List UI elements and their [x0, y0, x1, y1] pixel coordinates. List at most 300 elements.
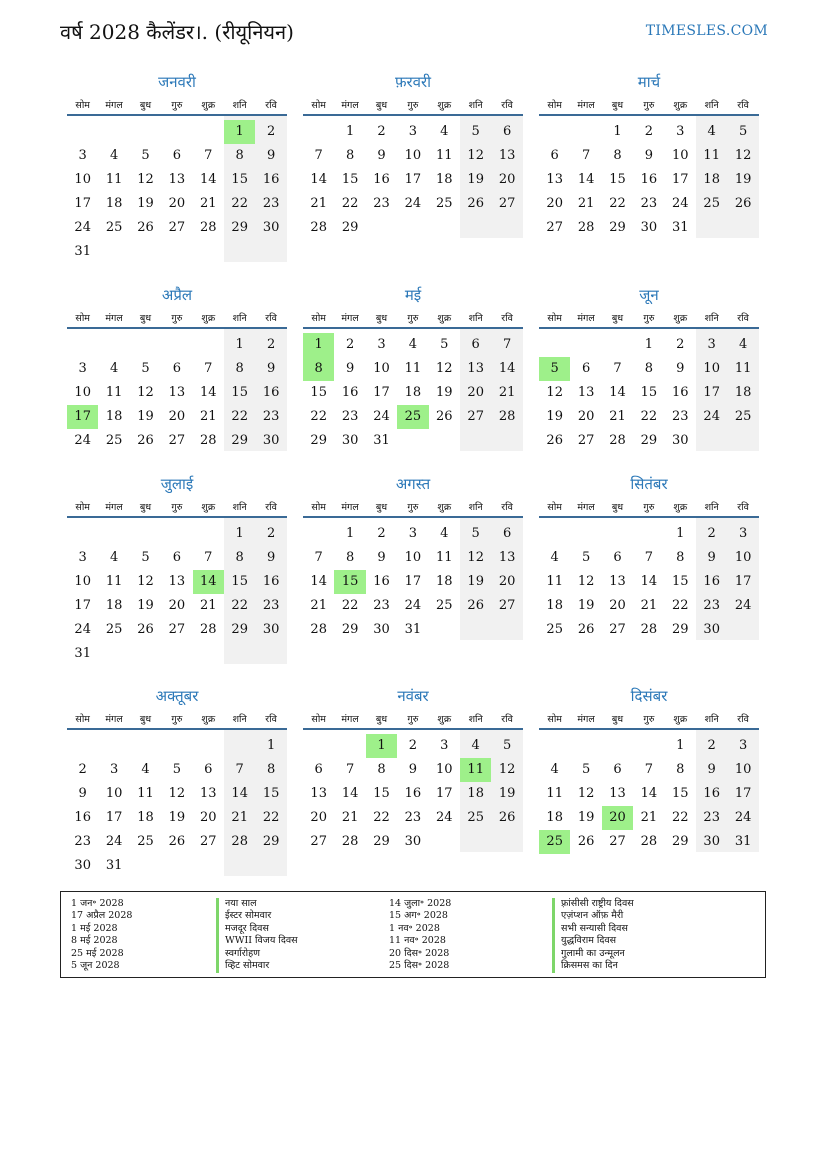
weekday-header: सोम [547, 313, 562, 324]
day-cell: 20 [609, 598, 626, 613]
day-cell: 16 [341, 385, 359, 400]
day-cell: 28 [640, 622, 658, 637]
day-cell: 14 [310, 172, 327, 187]
weekday-header: बुध [375, 100, 388, 111]
day-cell: 30 [404, 834, 422, 849]
day-cell: 21 [640, 810, 658, 825]
day-cell: 7 [345, 762, 355, 777]
day-cell: 7 [644, 762, 654, 777]
holiday-name: युद्धविराम दिवस [561, 935, 617, 947]
weekday-header: शनि [232, 313, 247, 324]
day-cell: 4 [440, 124, 449, 139]
day-cell: 21 [200, 598, 217, 613]
day-cell: 11 [105, 385, 123, 400]
day-cell: 15 [231, 574, 248, 589]
day-cell: 7 [204, 361, 213, 376]
day-cell: 3 [707, 337, 716, 352]
holiday-day-cell: 14 [193, 570, 224, 594]
day-cell: 18 [105, 196, 123, 211]
day-cell: 6 [172, 148, 182, 163]
day-cell: 13 [577, 385, 595, 400]
day-cell: 6 [172, 550, 182, 565]
day-cell: 5 [471, 124, 480, 139]
day-cell: 18 [105, 598, 123, 613]
weekday-header: मंगल [105, 714, 123, 725]
day-cell: 31 [74, 244, 91, 259]
day-cell: 20 [577, 409, 595, 424]
weekday-header: गुरु [643, 714, 655, 725]
day-cell: 29 [672, 622, 689, 637]
day-cell: 10 [734, 550, 752, 565]
day-cell: 7 [644, 550, 654, 565]
holiday-marker-bar [216, 898, 219, 973]
day-cell: 6 [613, 762, 622, 777]
holiday-date: 1 नव॰ 2028 [389, 922, 440, 934]
day-cell: 8 [345, 550, 355, 565]
holiday-name: फ़्रांसीसी राष्ट्रीय दिवस [561, 898, 634, 909]
day-cell: 30 [373, 622, 390, 637]
month-title: अप्रैल [161, 286, 193, 304]
holiday-date: 17 अप्रैल 2028 [71, 910, 133, 922]
day-cell: 28 [577, 220, 595, 235]
weekday-header: मंगल [105, 313, 123, 324]
day-cell: 30 [341, 433, 359, 448]
day-cell: 9 [78, 786, 87, 801]
day-cell: 15 [672, 786, 689, 801]
day-cell: 18 [436, 172, 453, 187]
day-cell: 16 [262, 574, 280, 589]
day-cell: 20 [168, 409, 186, 424]
day-cell: 26 [137, 433, 154, 448]
day-cell: 19 [168, 810, 186, 825]
day-cell: 14 [341, 786, 359, 801]
day-cell: 25 [703, 196, 720, 211]
weekday-header: शुक्र [437, 313, 452, 324]
weekday-header: मंगल [341, 502, 359, 513]
weekday-header: बुध [139, 313, 152, 324]
day-cell: 14 [310, 574, 327, 589]
day-cell: 10 [74, 385, 91, 400]
day-cell: 11 [404, 361, 422, 376]
day-cell: 18 [404, 385, 422, 400]
month-title: दिसंबर [630, 687, 668, 705]
day-cell: 3 [377, 337, 386, 352]
holiday-date: 20 दिस॰ 2028 [389, 947, 450, 959]
day-cell: 27 [577, 433, 595, 448]
day-cell: 5 [738, 124, 748, 139]
day-cell: 1 [235, 337, 244, 352]
day-cell: 21 [310, 196, 327, 211]
day-cell: 15 [672, 574, 689, 589]
day-cell: 22 [231, 196, 248, 211]
day-cell: 28 [310, 622, 327, 637]
day-cell: 24 [672, 196, 689, 211]
holiday-name: व्हिट सोमवार [225, 960, 270, 972]
day-cell: 15 [609, 172, 626, 187]
day-cell: 26 [498, 810, 516, 825]
day-cell: 23 [262, 409, 280, 424]
day-cell: 29 [609, 220, 626, 235]
day-cell: 17 [373, 385, 390, 400]
day-cell: 30 [74, 858, 91, 873]
day-cell: 29 [231, 220, 248, 235]
weekday-header: सोम [75, 100, 90, 111]
month-title: फ़रवरी [394, 73, 432, 91]
day-cell: 16 [703, 574, 720, 589]
day-cell: 3 [408, 124, 418, 139]
day-cell: 12 [436, 361, 453, 376]
day-cell: 27 [168, 433, 186, 448]
day-cell: 9 [377, 550, 386, 565]
day-cell: 19 [577, 598, 595, 613]
day-cell: 9 [676, 361, 685, 376]
day-cell: 14 [577, 172, 595, 187]
day-cell: 6 [314, 762, 323, 777]
day-cell: 26 [577, 834, 595, 849]
day-cell: 20 [546, 196, 563, 211]
day-cell: 31 [672, 220, 689, 235]
day-cell: 12 [168, 786, 186, 801]
day-cell: 13 [498, 148, 516, 163]
day-cell: 12 [734, 148, 752, 163]
day-cell: 11 [137, 786, 154, 801]
day-cell: 12 [577, 786, 595, 801]
day-cell: 10 [734, 762, 752, 777]
day-cell: 13 [200, 786, 217, 801]
day-cell: 23 [74, 834, 91, 849]
holiday-day-cell: 1 [366, 734, 397, 758]
weekday-header: सोम [311, 502, 326, 513]
day-cell: 17 [105, 810, 123, 825]
day-cell: 2 [266, 526, 276, 541]
day-cell: 24 [373, 409, 390, 424]
weekday-header: सोम [547, 714, 562, 725]
day-cell: 1 [235, 526, 244, 541]
day-cell: 18 [734, 385, 752, 400]
day-cell: 20 [498, 574, 516, 589]
day-cell: 31 [74, 646, 91, 661]
holiday-name: मजदूर दिवस [225, 922, 269, 934]
day-cell: 8 [235, 550, 244, 565]
holiday-date: 5 जून 2028 [71, 960, 120, 972]
day-cell: 12 [498, 762, 516, 777]
day-cell: 2 [676, 337, 685, 352]
month-title: अगस्त [395, 475, 431, 493]
day-cell: 30 [703, 622, 720, 637]
day-cell: 8 [377, 762, 386, 777]
weekday-header: शनि [232, 100, 247, 111]
holiday-names-column-1 [225, 898, 298, 972]
day-cell: 13 [609, 786, 626, 801]
holiday-day-cell: 20 [602, 806, 633, 830]
month-title: सितंबर [630, 475, 668, 493]
weekday-header: सोम [75, 313, 90, 324]
day-cell: 3 [440, 738, 449, 753]
weekday-header: मंगल [341, 714, 359, 725]
holiday-date: 8 मई 2028 [71, 935, 118, 947]
day-cell: 7 [502, 337, 512, 352]
day-cell: 10 [74, 172, 91, 187]
holiday-date: 14 जुला॰ 2028 [389, 898, 452, 909]
day-cell: 3 [109, 762, 119, 777]
day-cell: 19 [546, 409, 563, 424]
day-cell: 1 [644, 337, 654, 352]
day-cell: 15 [231, 385, 248, 400]
day-cell: 10 [74, 574, 91, 589]
day-cell: 25 [105, 622, 123, 637]
day-cell: 10 [404, 148, 422, 163]
holiday-names-column-2 [561, 898, 634, 972]
day-cell: 20 [168, 598, 186, 613]
day-cell: 25 [137, 834, 154, 849]
day-cell: 6 [613, 550, 622, 565]
day-cell: 23 [640, 196, 658, 211]
day-cell: 1 [345, 526, 355, 541]
day-cell: 8 [345, 148, 355, 163]
day-cell: 4 [109, 361, 119, 376]
day-cell: 4 [109, 550, 119, 565]
day-cell: 21 [200, 409, 217, 424]
day-cell: 30 [672, 433, 689, 448]
day-cell: 14 [231, 786, 248, 801]
day-cell: 8 [676, 762, 685, 777]
day-cell: 18 [467, 786, 484, 801]
day-cell: 19 [137, 196, 154, 211]
weekday-header: बुध [139, 502, 152, 513]
day-cell: 16 [640, 172, 658, 187]
day-cell: 6 [502, 526, 512, 541]
day-cell: 9 [707, 550, 716, 565]
day-cell: 5 [141, 550, 150, 565]
day-cell: 15 [640, 385, 658, 400]
day-cell: 8 [676, 550, 685, 565]
day-cell: 16 [672, 385, 689, 400]
day-cell: 24 [404, 598, 422, 613]
day-cell: 29 [262, 834, 280, 849]
holiday-name: नया साल [225, 898, 257, 909]
weekday-header: बुध [139, 714, 152, 725]
weekday-header: सोम [311, 313, 326, 324]
weekday-header: शुक्र [201, 313, 216, 324]
day-cell: 23 [373, 196, 390, 211]
day-cell: 24 [105, 834, 123, 849]
day-cell: 27 [168, 220, 186, 235]
day-cell: 27 [609, 834, 626, 849]
weekday-header: सोम [547, 502, 562, 513]
weekday-header: शुक्र [673, 714, 688, 725]
weekday-header: रवि [737, 714, 749, 725]
day-cell: 6 [204, 762, 213, 777]
day-cell: 2 [408, 738, 418, 753]
day-cell: 13 [310, 786, 327, 801]
holiday-name: ईस्टर सोमवार [225, 910, 272, 922]
day-cell: 20 [310, 810, 327, 825]
day-cell: 9 [377, 148, 386, 163]
day-cell: 27 [467, 409, 484, 424]
day-cell: 12 [546, 385, 563, 400]
day-cell: 23 [373, 598, 390, 613]
day-cell: 22 [341, 196, 359, 211]
day-cell: 13 [546, 172, 563, 187]
day-cell: 16 [703, 786, 720, 801]
day-cell: 2 [707, 738, 716, 753]
day-cell: 11 [546, 786, 563, 801]
weekday-header: गुरु [643, 502, 655, 513]
day-cell: 5 [502, 738, 512, 753]
weekday-header: शुक्र [673, 100, 688, 111]
day-cell: 21 [640, 598, 658, 613]
day-cell: 24 [74, 220, 91, 235]
day-cell: 11 [436, 148, 453, 163]
day-cell: 3 [408, 526, 418, 541]
weekday-header: रवि [737, 502, 749, 513]
weekday-header: गुरु [407, 502, 419, 513]
month-title: जनवरी [158, 73, 196, 91]
weekday-header: शनि [468, 714, 483, 725]
day-cell: 10 [672, 148, 689, 163]
brand-link[interactable]: TIMESLES.COM [645, 23, 768, 39]
day-cell: 18 [105, 409, 123, 424]
day-cell: 27 [609, 622, 626, 637]
day-cell: 12 [137, 172, 154, 187]
weekday-header: शनि [704, 100, 719, 111]
day-cell: 10 [105, 786, 123, 801]
day-cell: 18 [137, 810, 154, 825]
day-cell: 17 [74, 196, 91, 211]
day-cell: 4 [738, 337, 748, 352]
day-cell: 29 [231, 622, 248, 637]
weekday-header: रवि [501, 100, 513, 111]
day-cell: 11 [546, 574, 563, 589]
day-cell: 27 [498, 196, 516, 211]
day-cell: 26 [168, 834, 186, 849]
day-cell: 22 [262, 810, 280, 825]
day-cell: 8 [235, 361, 244, 376]
day-cell: 11 [105, 172, 123, 187]
weekday-header: शुक्र [437, 714, 452, 725]
holiday-name: क्रिसमस का दिन [561, 960, 618, 972]
day-cell: 27 [310, 834, 327, 849]
day-cell: 18 [546, 598, 563, 613]
day-cell: 5 [141, 148, 150, 163]
day-cell: 19 [734, 172, 752, 187]
weekday-header: बुध [375, 502, 388, 513]
holiday-date: 25 दिस॰ 2028 [389, 960, 450, 972]
day-cell: 25 [546, 622, 563, 637]
day-cell: 22 [310, 409, 327, 424]
day-cell: 7 [613, 361, 622, 376]
month-title: नवंबर [397, 687, 429, 705]
day-cell: 8 [266, 762, 276, 777]
day-cell: 4 [550, 762, 559, 777]
day-cell: 28 [200, 433, 217, 448]
day-cell: 16 [373, 574, 390, 589]
day-cell: 2 [377, 124, 386, 139]
day-cell: 23 [341, 409, 359, 424]
day-cell: 14 [609, 385, 626, 400]
weekday-header: शनि [232, 714, 247, 725]
holiday-day-cell: 8 [303, 357, 334, 381]
day-cell: 20 [498, 172, 516, 187]
day-cell: 11 [734, 361, 752, 376]
day-cell: 17 [74, 598, 91, 613]
weekday-header: गुरु [643, 100, 655, 111]
day-cell: 25 [436, 196, 453, 211]
day-cell: 11 [105, 574, 123, 589]
day-cell: 17 [404, 574, 422, 589]
month-title: अक्तूबर [155, 687, 199, 705]
day-cell: 4 [109, 148, 119, 163]
day-cell: 11 [703, 148, 720, 163]
day-cell: 2 [707, 526, 716, 541]
holiday-day-cell: 25 [397, 405, 428, 429]
weekday-header: गुरु [643, 313, 655, 324]
holiday-dates-column-2 [389, 898, 451, 972]
day-cell: 24 [436, 810, 453, 825]
day-cell: 31 [373, 433, 390, 448]
day-cell: 14 [200, 172, 217, 187]
holiday-name: WWII विजय दिवस [225, 935, 298, 947]
day-cell: 16 [74, 810, 91, 825]
day-cell: 17 [436, 786, 453, 801]
day-cell: 19 [436, 385, 453, 400]
day-cell: 7 [314, 550, 323, 565]
holidays-legend [60, 891, 766, 978]
day-cell: 25 [105, 220, 123, 235]
day-cell: 19 [137, 409, 154, 424]
weekday-header: बुध [611, 502, 624, 513]
day-cell: 28 [498, 409, 516, 424]
day-cell: 1 [613, 124, 622, 139]
day-cell: 30 [262, 220, 280, 235]
weekday-header: रवि [265, 313, 277, 324]
day-cell: 22 [231, 598, 248, 613]
holiday-date: 25 मई 2028 [71, 947, 124, 959]
day-cell: 9 [408, 762, 418, 777]
day-cell: 2 [345, 337, 355, 352]
day-cell: 25 [436, 598, 453, 613]
day-cell: 29 [231, 433, 248, 448]
day-cell: 6 [172, 361, 182, 376]
month-title: मई [404, 286, 422, 304]
weekday-header: रवि [737, 313, 749, 324]
day-cell: 31 [105, 858, 123, 873]
day-cell: 3 [676, 124, 685, 139]
day-cell: 9 [707, 762, 716, 777]
day-cell: 26 [467, 196, 484, 211]
weekday-header: रवि [265, 714, 277, 725]
day-cell: 28 [640, 834, 658, 849]
day-cell: 2 [644, 124, 654, 139]
day-cell: 9 [266, 550, 276, 565]
day-cell: 23 [672, 409, 689, 424]
day-cell: 7 [204, 550, 213, 565]
day-cell: 26 [467, 598, 484, 613]
day-cell: 21 [609, 409, 626, 424]
day-cell: 17 [672, 172, 689, 187]
day-cell: 10 [703, 361, 720, 376]
day-cell: 7 [204, 148, 213, 163]
weekday-header: शुक्र [673, 502, 688, 513]
day-cell: 8 [613, 148, 622, 163]
weekday-header: बुध [611, 313, 624, 324]
day-cell: 24 [734, 598, 752, 613]
day-cell: 22 [609, 196, 626, 211]
holiday-day-cell: 15 [334, 570, 365, 594]
day-cell: 15 [373, 786, 390, 801]
day-cell: 5 [141, 361, 150, 376]
holiday-day-cell: 1 [224, 120, 255, 144]
